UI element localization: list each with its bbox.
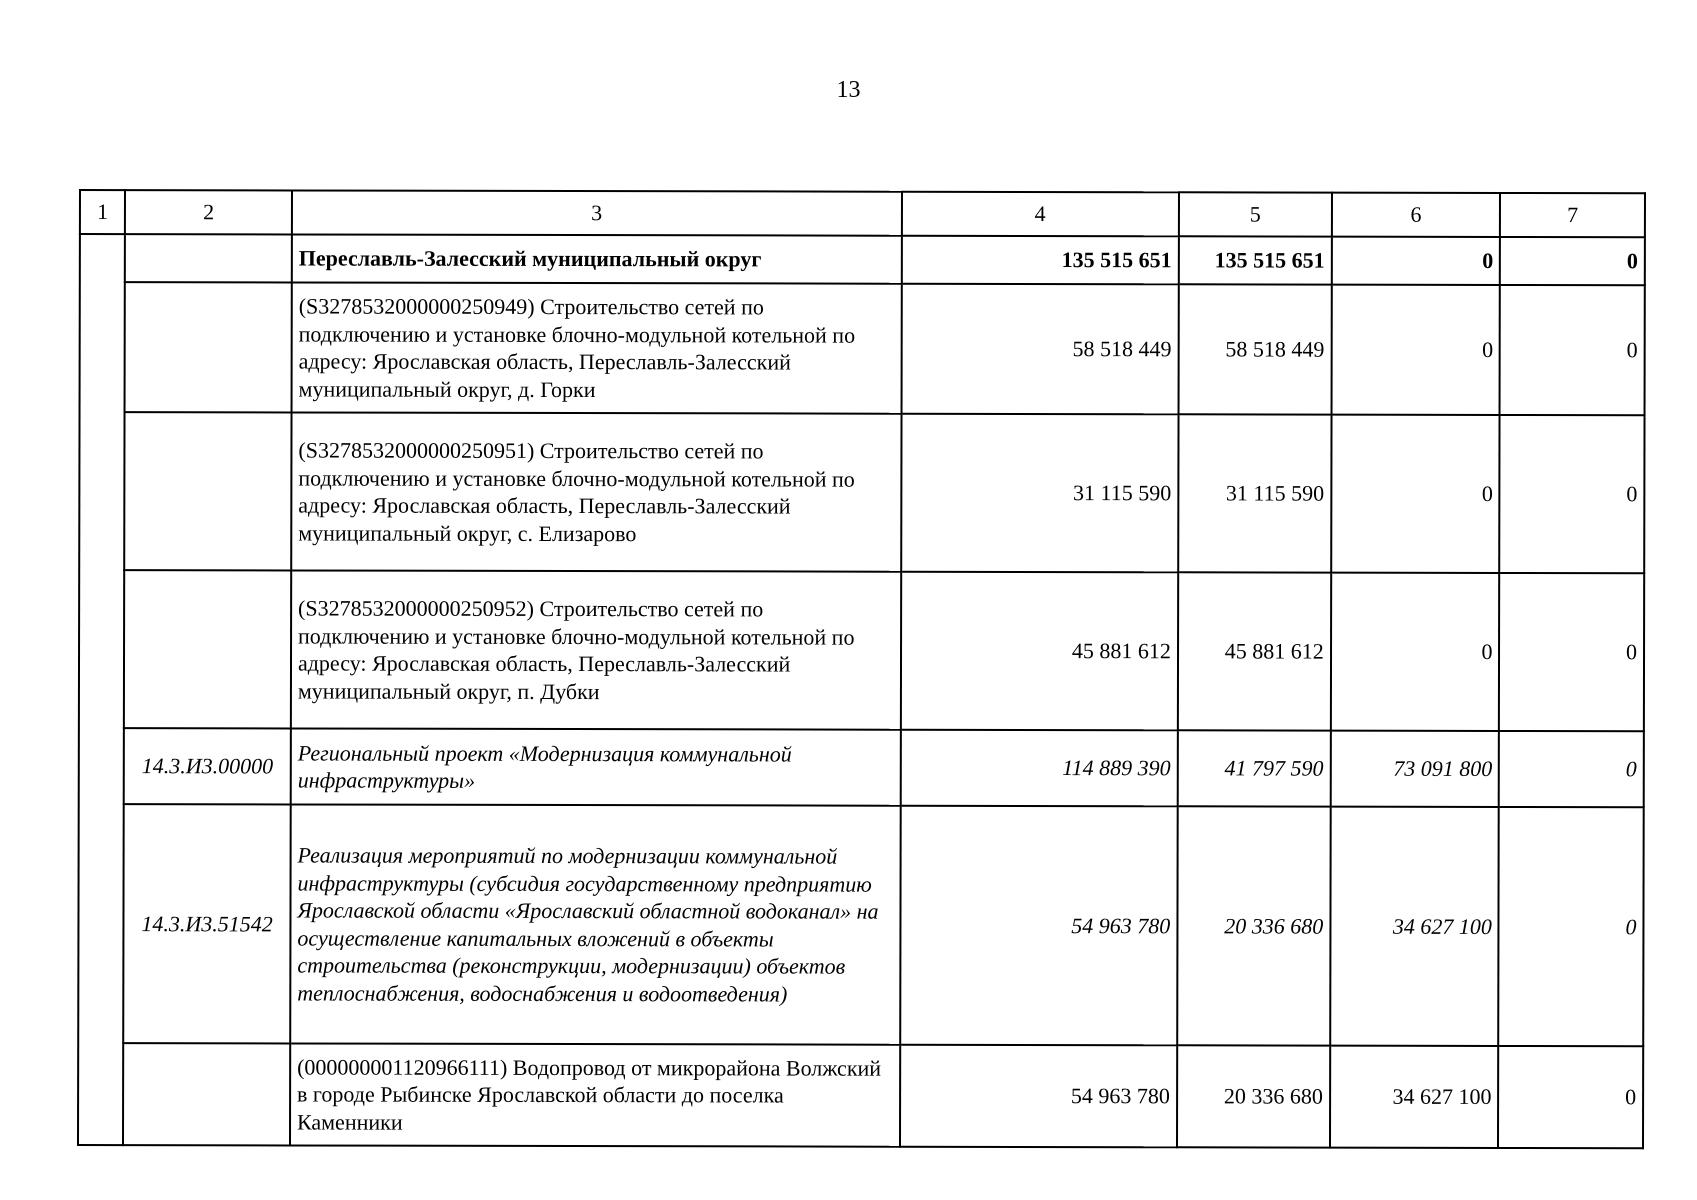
table-row (80, 234, 1645, 285)
code-cell (123, 1043, 290, 1145)
column-header-6: 6 (1332, 193, 1501, 237)
table-row (79, 728, 1644, 807)
value-cell-col5: 58 518 449 (1178, 284, 1331, 414)
name-cell: Региональный проект «Модернизация коммунальной инфраструктуры» (291, 728, 901, 805)
value-cell-col4: 31 115 590 (901, 414, 1179, 573)
table-header-row (80, 190, 1645, 237)
value-cell-col5: 45 881 612 (1178, 572, 1331, 730)
value-cell-col5: 31 115 590 (1178, 414, 1331, 572)
code-cell (125, 412, 292, 570)
value-cell-col4: 135 515 651 (901, 236, 1178, 285)
name-cell: (000000001120966111) Водопровод от микрорайона Волжский в городе Рыбинске Ярославской области до поселка Каменники (290, 1043, 900, 1146)
code-cell (125, 234, 292, 282)
budget-table (77, 189, 1646, 1149)
value-cell-col5: 41 797 590 (1178, 730, 1331, 806)
table-row (78, 804, 1643, 1046)
value-cell-col5: 20 336 680 (1177, 1045, 1330, 1147)
value-cell-col4: 114 889 390 (900, 730, 1178, 807)
name-cell: Реализация мероприятий по модернизации коммунальной инфраструктуры (субсидия государственному предприятию Ярославской области «Ярославский областной водоканал» на осуществление капитальных вложений в объекты строительства (реконструкции, модернизации) объектов теплоснабжения, водоснабжения и водоотведения) (290, 804, 900, 1044)
value-cell-col5: 20 336 680 (1177, 806, 1330, 1045)
value-cell-col4: 45 881 612 (900, 572, 1178, 731)
table-row (80, 282, 1645, 415)
column-header-5: 5 (1179, 192, 1332, 236)
column-header-3: 3 (292, 190, 902, 235)
code-cell (124, 570, 291, 728)
name-cell: (S3278532000000250949) Строительство сетей по подключению и установке блочно-модульной котельной по адресу: Ярославская область, Переславль-Залесский муниципальный округ, д. Горки (291, 282, 901, 413)
column-header-2: 2 (125, 190, 292, 234)
column-header-7: 7 (1500, 193, 1645, 237)
value-cell-col7: 0 (1499, 573, 1644, 731)
merged-number-cell (78, 234, 125, 1145)
name-cell: (S3278532000000250951) Строительство сетей по подключению и установке блочно-модульной котельной по адресу: Ярославская область, Переславль-Залесский муниципальный округ, с. Елизарово (291, 412, 901, 571)
name-cell: (S3278532000000250952) Строительство сетей по подключению и установке блочно-модульной котельной по адресу: Ярославская область, Переславль-Залесский муниципальный округ, п. Дубки (291, 570, 901, 729)
value-cell-col6: 0 (1332, 237, 1501, 285)
value-cell-col6: 73 091 800 (1330, 731, 1499, 807)
value-cell-col6: 0 (1331, 285, 1500, 415)
value-cell-col7: 0 (1499, 807, 1644, 1046)
value-cell-col6: 0 (1331, 573, 1500, 731)
value-cell-col4: 58 518 449 (901, 284, 1179, 415)
code-cell: 14.3.И3.51542 (124, 804, 291, 1043)
value-cell-col4: 54 963 780 (899, 1045, 1177, 1148)
page-number: 13 (836, 77, 861, 103)
table-row (78, 1043, 1643, 1148)
code-cell: 14.3.И3.00000 (124, 728, 291, 804)
table-row (79, 412, 1644, 573)
table-row (79, 570, 1644, 731)
value-cell-col7: 0 (1500, 285, 1645, 415)
column-header-1: 1 (80, 190, 125, 234)
name-cell: Переславль-Залесский муниципальный округ (292, 234, 902, 283)
value-cell-col5: 135 515 651 (1179, 236, 1332, 284)
value-cell-col6: 0 (1331, 415, 1500, 573)
value-cell-col7: 0 (1498, 1046, 1643, 1148)
code-cell (125, 282, 292, 412)
column-header-4: 4 (901, 192, 1178, 237)
value-cell-col7: 0 (1500, 415, 1645, 573)
value-cell-col6: 34 627 100 (1330, 1046, 1499, 1148)
value-cell-col7: 0 (1499, 731, 1644, 807)
value-cell-col7: 0 (1500, 237, 1645, 285)
value-cell-col6: 34 627 100 (1330, 807, 1499, 1046)
value-cell-col4: 54 963 780 (900, 806, 1178, 1046)
